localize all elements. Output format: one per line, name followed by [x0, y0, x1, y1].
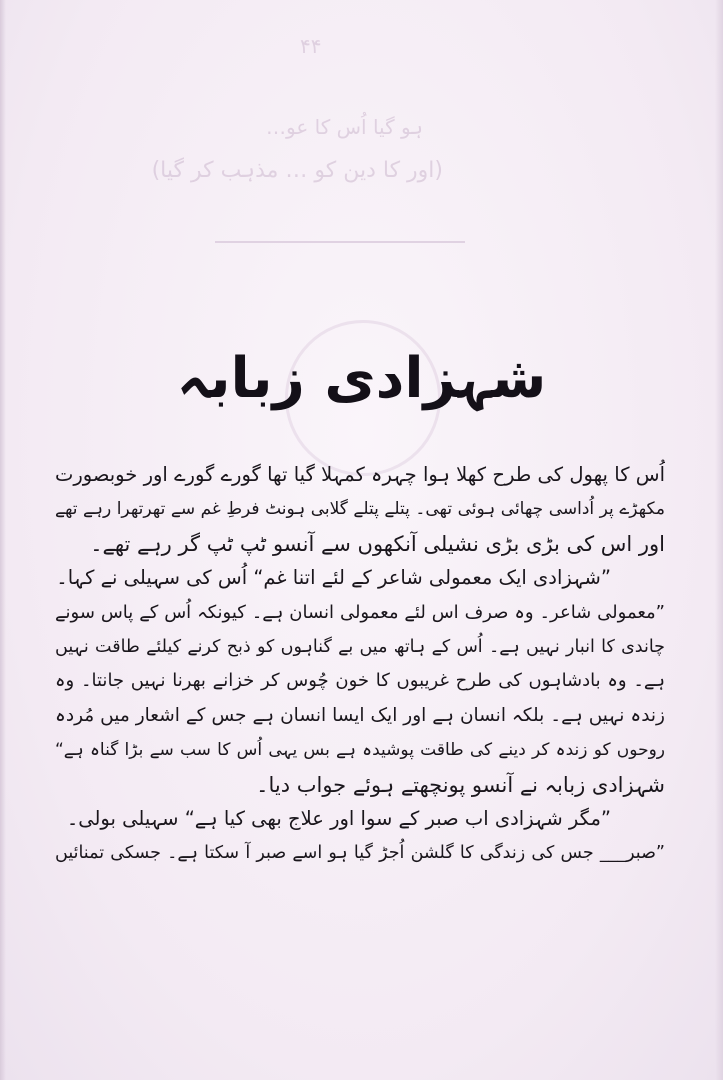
text-line: شہزادی زبابہ نے آنسو پونچھتے ہوئے جواب دیا۔ — [256, 772, 665, 797]
ghost-divider — [215, 241, 465, 243]
text-line: اور اس کی بڑی بڑی نشیلی آنکھوں سے آنسو ٹپ ٹپ گر رہے تھے۔ — [90, 531, 665, 556]
text-line: ”معمولی شاعر۔ وہ صرف اس لئے معمولی انسان ہے۔ کیونکہ اُس کے پاس سونے — [55, 601, 665, 623]
ghost-page-number: ۴۴ — [300, 34, 322, 58]
text-line: روحوں کو زندہ کر دینے کی طاقت پوشیدہ ہے بس یہی اُس کا سب سے بڑا گناہ ہے“ — [55, 740, 665, 761]
text-line: اُس کا پھول کی طرح کھلا ہوا چہرہ کمہلا گیا تھا گورے گورے اور خوبصورت — [55, 463, 665, 486]
page-edge-right — [715, 0, 723, 1080]
text-line: مکھڑے پر اُداسی چھائی ہوئی تھی۔ پتلے پتلے گلابی ہونٹ فرطِ غم سے تھرتھرا رہے تھے — [55, 499, 665, 520]
text-line: ”شہزادی ایک معمولی شاعر کے لئے اتنا غم“ اُس کی سہیلی نے کہا۔ — [56, 566, 611, 590]
page-edge-left — [0, 0, 6, 1080]
text-line: ہے۔ وہ بادشاہوں کی طرح غریبوں کا خون چُوس کر خزانے بھرنا نہیں جانتا۔ وہ — [55, 670, 665, 692]
text-line: زندہ نہیں ہے۔ بلکہ انسان ہے اور ایک ایسا انسان ہے جس کے اشعار میں مُردہ — [55, 704, 665, 726]
chapter-title: شہزادی زبابہ — [176, 346, 547, 411]
text-line: ”صبر___ جس کی زندگی کا گلشن اُجڑ گیا ہو اسے صبر آ سکتا ہے۔ جسکی تمنائیں — [55, 843, 665, 864]
ghost-text-line-1: ہو گیا اُس کا عو… — [266, 115, 423, 139]
story-text — [55, 458, 665, 871]
text-line: چاندی کا انبار نہیں ہے۔ اُس کے ہاتھ میں بے گناہوں کو ذبح کرنے کیلئے طاقت نہیں — [55, 636, 665, 657]
text-line: ”مگر شہزادی اب صبر کے سوا اور علاج بھی کیا ہے“ سہیلی بولی۔ — [66, 806, 611, 830]
ghost-text-line-2: (اور کا دین کو … مذہب کر گیا) — [151, 158, 443, 183]
